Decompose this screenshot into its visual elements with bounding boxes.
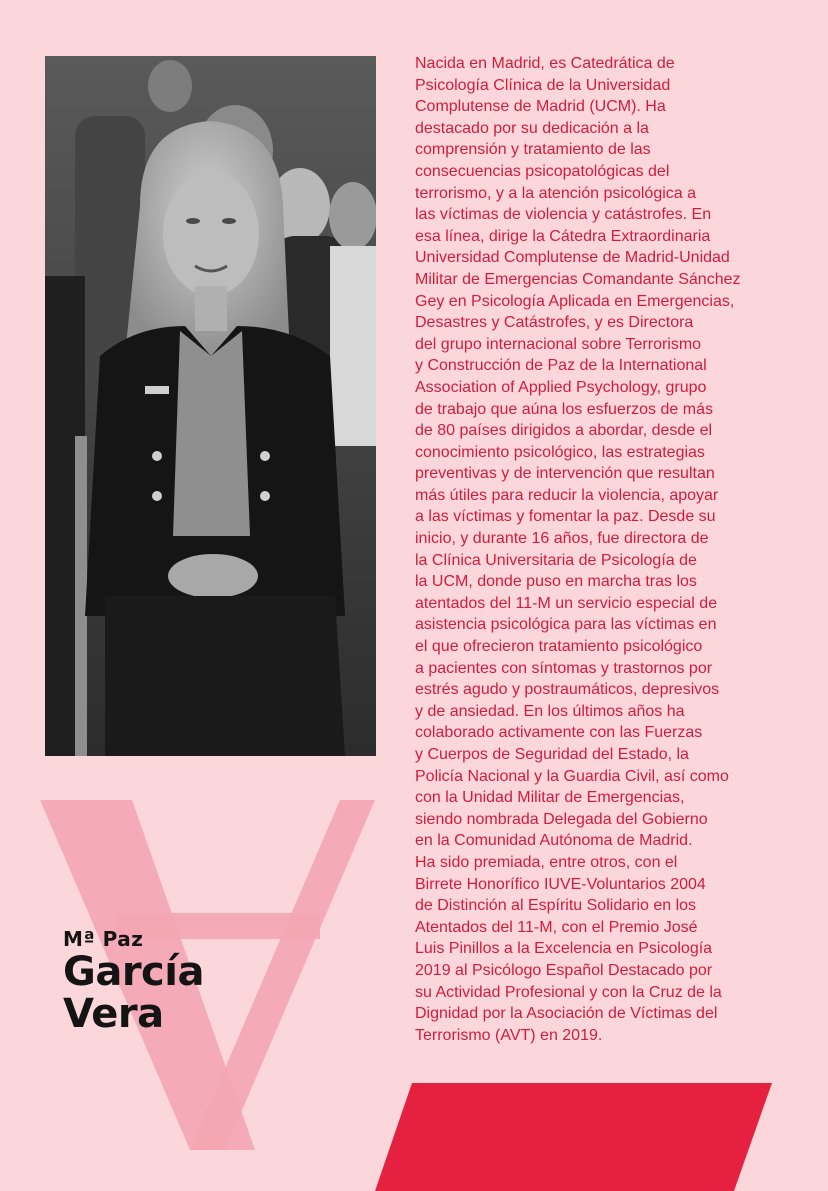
bio-line: Dignidad por la Asociación de Víctimas del (415, 1005, 718, 1023)
bio-line: la Clínica Universitaria de Psicología de (415, 551, 697, 569)
bio-line: a las víctimas y fomentar la paz. Desde su (415, 508, 716, 526)
bio-line: y de ansiedad. En los últimos años ha (415, 702, 685, 720)
bio-line: su Actividad Profesional y con la Cruz de la (415, 983, 722, 1001)
portrait-illustration (45, 56, 376, 756)
bio-line: del grupo internacional sobre Terrorismo (415, 335, 702, 353)
bio-line: atentados del 11-M un servicio especial de (415, 594, 718, 612)
bio-line: conocimiento psicológico, las estrategias (415, 443, 705, 461)
surname-line-2: Vera (63, 991, 164, 1037)
bio-line: esa línea, dirige la Cátedra Extraordinaria (415, 227, 711, 245)
bio-line: más útiles para reducir la violencia, apoyar (415, 486, 719, 504)
bio-line: siendo nombrada Delegada del Gobierno (415, 810, 708, 828)
bio-line: Terrorismo (AVT) en 2019. (415, 1026, 603, 1044)
bio-line: en la Comunidad Autónoma de Madrid. (415, 832, 693, 850)
bio-line: Complutense de Madrid (UCM). Ha (415, 98, 666, 116)
name-block (63, 927, 204, 1035)
bio-line: Desastres y Catástrofes, y es Directora (415, 314, 694, 332)
bio-line: Birrete Honorífico IUVE-Voluntarios 2004 (415, 875, 706, 893)
bio-line: Gey en Psicología Aplicada en Emergencias, (415, 292, 735, 310)
bio-line: preventivas y de intervención que resultan (415, 465, 715, 483)
bio-line: 2019 al Psicólogo Español Destacado por (415, 961, 713, 979)
bio-line: Universidad Complutense de Madrid-Unidad (415, 249, 730, 267)
bio-line: de Distinción al Espíritu Solidario en los (415, 897, 697, 915)
bio-line: comprensión y tratamiento de las (415, 141, 651, 159)
bio-line: consecuencias psicopatológicas del (415, 162, 670, 180)
surname-line-1: García (63, 949, 204, 995)
bio-line: Militar de Emergencias Comandante Sánchez (415, 270, 741, 288)
bio-line: Policía Nacional y la Guardia Civil, así como (415, 767, 729, 785)
biography-text (415, 53, 767, 1046)
bio-line: y Construcción de Paz de la International (415, 357, 707, 375)
bio-line: la UCM, donde puso en marcha tras los (415, 573, 697, 591)
bio-line: Nacida en Madrid, es Catedrática de (415, 55, 675, 72)
bio-line: destacado por su dedicación a la (415, 119, 649, 137)
bio-line: Association of Applied Psychology, grupo (415, 378, 707, 396)
bio-line: terrorismo, y a la atención psicológica a (415, 184, 697, 202)
bio-line: inicio, y durante 16 años, fue directora de (415, 530, 709, 548)
first-name: Mª Paz (63, 927, 144, 951)
bio-line: el que ofrecieron tratamiento psicológico (415, 638, 703, 656)
bio-line: las víctimas de violencia y catástrofes. En (415, 206, 712, 224)
bio-line: Atentados del 11-M, con el Premio José (415, 918, 698, 936)
bio-line: colaborado activamente con las Fuerzas (415, 724, 703, 742)
bio-line: Psicología Clínica de la Universidad (415, 76, 671, 94)
bio-line: con la Unidad Militar de Emergencias, (415, 789, 685, 807)
bio-line: y Cuerpos de Seguridad del Estado, la (415, 746, 689, 763)
bio-line: de trabajo que aúna los esfuerzos de más (415, 400, 713, 418)
bio-line: estrés agudo y postraumáticos, depresivos (415, 681, 720, 699)
bio-line: de 80 países dirigidos a abordar, desde el (415, 422, 713, 440)
bio-line: asistencia psicológica para las víctimas en (415, 616, 717, 634)
bio-line: Luis Pinillos a la Excelencia en Psicología (415, 940, 713, 958)
bio-line: a pacientes con síntomas y trastornos por (415, 659, 713, 677)
bio-line: Ha sido premiada, entre otros, con el (415, 853, 678, 871)
portrait-photo (45, 56, 376, 756)
